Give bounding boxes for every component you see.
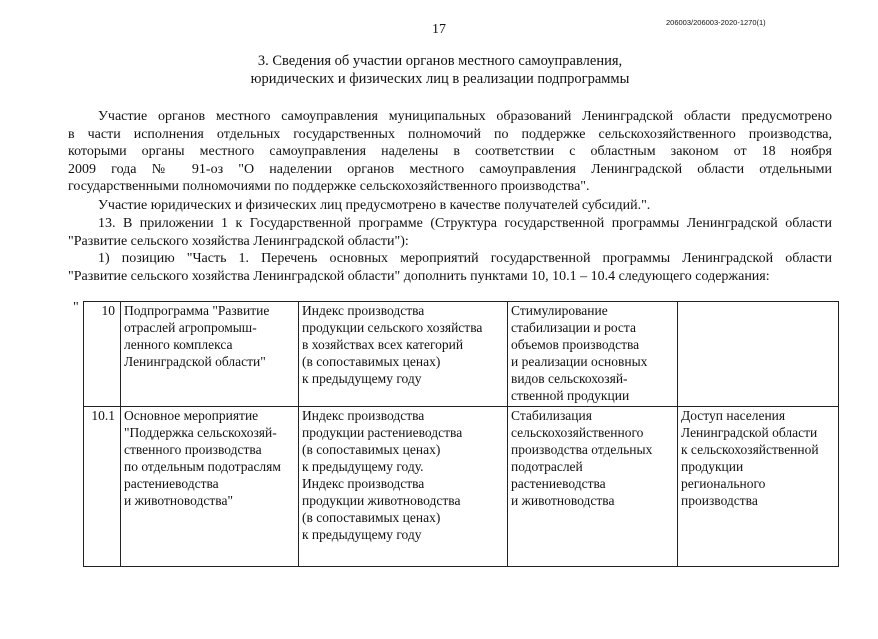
cell-line: и животноводства" xyxy=(124,493,233,508)
paragraph-participation xyxy=(68,108,832,196)
cell-indicator xyxy=(299,302,508,407)
program-structure-table xyxy=(83,301,839,567)
cell-indicator xyxy=(299,407,508,567)
cell-goal xyxy=(508,407,678,567)
cell-line: растениеводства xyxy=(124,476,219,491)
cell-line: Индекс производства xyxy=(302,408,425,423)
cell-line: Подпрограмма "Развитие xyxy=(124,303,270,318)
cell-line: Стабилизация xyxy=(511,408,592,423)
cell-line: Основное мероприятие xyxy=(124,408,259,423)
cell-line: и животноводства xyxy=(511,493,615,508)
text-line: в части исполнения отдельных государственных полномочий по поддержке сельскохозяйственного производства, xyxy=(68,126,832,142)
table-row xyxy=(84,407,839,567)
text-line: "Развитие сельского хозяйства Ленинградской области" дополнить пунктами 10, 10.1 – 10.4 следующего содержания: xyxy=(68,268,770,284)
cell-line: видов сельскохозяй- xyxy=(511,371,628,386)
heading-line: юридических и физических лиц в реализации подпрограммы xyxy=(250,71,630,87)
cell-line: к сельскохозяйственной xyxy=(681,442,819,457)
cell-line: в хозяйствах всех категорий xyxy=(302,337,464,352)
table-row xyxy=(84,302,839,407)
cell-line: к предыдущему году xyxy=(302,527,422,542)
cell-result xyxy=(678,302,839,407)
cell-line: ственного производства xyxy=(124,442,262,457)
cell-line: продукции xyxy=(681,459,744,474)
section-heading xyxy=(120,52,760,88)
cell-line: Стимулирование xyxy=(511,303,608,318)
text-line: Участие юридических и физических лиц предусмотрено в качестве получателей субсидий.". xyxy=(98,198,651,213)
cell-line: Ленинградской области" xyxy=(124,354,266,369)
cell-line: объемов производства xyxy=(511,337,640,352)
text-line: государственными полномочиями по поддержке сельскохозяйственного производства". xyxy=(68,179,590,194)
text-line: которыми органы местного самоуправления наделены в соответствии с областным законом от 18 ноября xyxy=(68,144,832,159)
cell-line: и реализации основных xyxy=(511,354,648,369)
cell-line: Индекс производства xyxy=(302,476,425,491)
text-line: 2009 года № 91-оз "О наделении органов местного самоуправления Ленинградской области отдельными xyxy=(68,161,832,177)
cell-line: Индекс производства xyxy=(302,303,425,318)
opening-quote: " xyxy=(73,300,79,315)
cell-line: производства отдельных xyxy=(511,442,653,457)
cell-line: производства xyxy=(681,493,758,508)
document-code: 206003/206003-2020-1270(1) xyxy=(666,18,766,27)
cell-line: (в сопоставимых ценах) xyxy=(302,510,441,525)
cell-line: продукции растениеводства xyxy=(302,425,463,440)
cell-line: продукции сельского хозяйства xyxy=(302,320,483,335)
cell-result xyxy=(678,407,839,567)
cell-line: стабилизации и роста xyxy=(511,320,636,335)
cell-line: сельскохозяйственного xyxy=(511,425,644,440)
text-line: 1) позицию "Часть 1. Перечень основных мероприятий государственной программы Ленинградской области xyxy=(98,251,832,266)
cell-line: продукции животноводства xyxy=(302,493,461,508)
cell-line: регионального xyxy=(681,476,766,491)
cell-line: (в сопоставимых ценах) xyxy=(302,442,441,457)
cell-line: растениеводства xyxy=(511,476,606,491)
paragraph-subsidies xyxy=(68,197,832,215)
cell-line: ленного комплекса xyxy=(124,337,233,352)
cell-line: к предыдущему году xyxy=(302,371,422,386)
page-number: 17 xyxy=(432,22,446,37)
cell-line: подотраслей xyxy=(511,459,583,474)
text-line: 13. В приложении 1 к Государственной программе (Структура государственной программы Ленинградской области xyxy=(98,216,832,231)
cell-line: ственной продукции xyxy=(511,388,630,403)
paragraph-position xyxy=(68,250,832,285)
cell-line: по отдельным подотраслям xyxy=(124,459,281,474)
cell-line: (в сопоставимых ценах) xyxy=(302,354,441,369)
cell-line: Ленинградской области xyxy=(681,425,818,440)
cell-name xyxy=(121,302,299,407)
cell-goal xyxy=(508,302,678,407)
text-line: Участие органов местного самоуправления муниципальных образований Ленинградской области предусмотрено xyxy=(98,109,832,124)
heading-line: 3. Сведения об участии органов местного самоуправления, xyxy=(257,53,623,69)
cell-line: "Поддержка сельскохозяй- xyxy=(124,425,277,440)
cell-line: к предыдущему году. xyxy=(302,459,424,474)
cell-line: отраслей агропромыш- xyxy=(124,320,257,335)
cell-line: Доступ населения xyxy=(681,408,786,423)
cell-number: 10 xyxy=(84,302,121,407)
paragraph-appendix xyxy=(68,215,832,250)
text-line: "Развитие сельского хозяйства Ленинградской области"): xyxy=(68,233,409,249)
cell-number: 10.1 xyxy=(84,407,121,567)
cell-name xyxy=(121,407,299,567)
